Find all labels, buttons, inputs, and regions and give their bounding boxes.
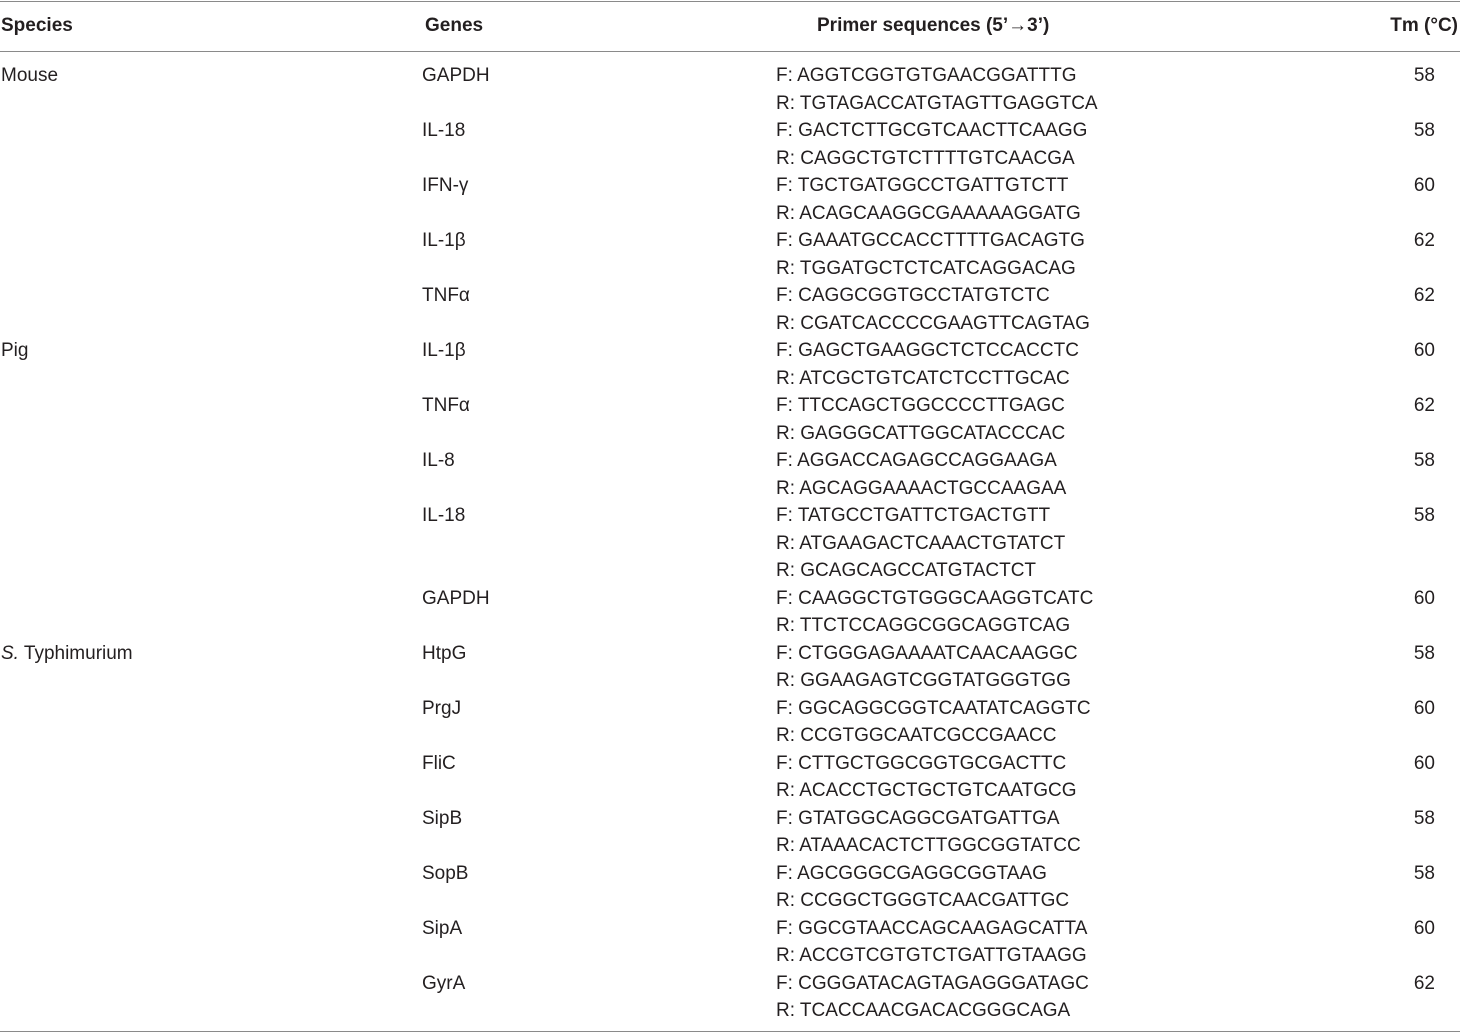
header-genes: Genes <box>425 15 484 36</box>
table-row <box>0 172 1460 227</box>
forward-primer: F: GGCGTAACCAGCAAGAGCATTA <box>776 917 1088 939</box>
primer-sequences-cell <box>776 392 1460 447</box>
primer-sequences-cell <box>776 227 1460 282</box>
gene-cell: GAPDH <box>422 587 490 609</box>
gene-cell: IL-18 <box>422 120 466 141</box>
forward-primer: F: GTATGGCAGGCGATGATTGA <box>776 807 1060 829</box>
tm-cell: 60 <box>1413 752 1435 774</box>
header-primer-sequences: Primer sequences (5’→3’) <box>817 15 1050 36</box>
table-row <box>0 585 1460 640</box>
tm-cell: 58 <box>1413 642 1435 664</box>
primer-sequences-cell <box>776 502 1460 585</box>
forward-primer: F: GAAATGCCACCTTTTGACAGTG <box>776 230 1085 251</box>
primer-sequences-cell <box>776 860 1460 915</box>
reverse-primer: R: CAGGCTGTCTTTTGTCAACGA <box>776 147 1075 169</box>
tm-cell: 62 <box>1413 395 1435 416</box>
primer-sequences-cell <box>776 970 1460 1025</box>
gene-cell: TNFα <box>422 395 470 416</box>
forward-primer: F: AGCGGGCGAGGCGGTAAG <box>776 862 1047 884</box>
reverse-primer: R: TTCTCCAGGCGGCAGGTCAG <box>776 615 1071 636</box>
reverse-primer: R: ACCGTCGTGTCTGATTGTAAGG <box>776 945 1087 966</box>
tm-cell: 58 <box>1413 505 1435 526</box>
gene-cell: IL-1β <box>422 340 466 361</box>
gene-cell: SopB <box>422 862 469 884</box>
forward-primer: F: AGGTCGGTGTGAACGGATTTG <box>776 65 1077 86</box>
forward-primer: F: CAGGCGGTGCCTATGTCTC <box>776 285 1050 306</box>
primer-sequences-cell <box>776 172 1460 227</box>
table-row <box>0 62 1460 117</box>
reverse-primer: R: AGCAGGAAAACTGCCAAGAA <box>776 477 1067 499</box>
primer-sequences-cell <box>776 447 1460 502</box>
primer-sequences-cell <box>776 695 1460 750</box>
forward-primer: F: CGGGATACAGTAGAGGGATAGC <box>776 972 1089 994</box>
forward-primer: F: GGCAGGCGGTCAATATCAGGTC <box>776 697 1091 719</box>
tm-cell: 60 <box>1413 697 1435 719</box>
gene-cell: FliC <box>422 752 456 774</box>
gene-cell: IL-1β <box>422 230 466 251</box>
primer-sequences-cell <box>776 62 1460 117</box>
forward-primer: F: TTCCAGCTGGCCCCTTGAGC <box>776 395 1065 416</box>
species-cell <box>1 62 58 90</box>
reverse-primer: R: CGATCACCCCGAAGTTCAGTAG <box>776 312 1090 334</box>
tm-cell: 58 <box>1413 120 1435 141</box>
reverse-primer: R: CCGTGGCAATCGCCGAACC <box>776 725 1057 746</box>
table-row <box>0 970 1460 1025</box>
forward-primer: F: CAAGGCTGTGGGCAAGGTCATC <box>776 587 1094 609</box>
forward-primer: F: TGCTGATGGCCTGATTGTCTT <box>776 175 1069 196</box>
species-name: Pig <box>1 340 29 361</box>
table-header-rule <box>0 51 1460 52</box>
forward-primer: F: GAGCTGAAGGCTCTCCACCTC <box>776 340 1079 361</box>
reverse-primer: R: ATAAACACTCTTGGCGGTATCC <box>776 835 1081 856</box>
tm-cell: 58 <box>1413 65 1435 86</box>
table-row <box>0 227 1460 282</box>
table-row <box>0 337 1460 392</box>
primer-sequences-cell <box>776 282 1460 337</box>
primer-sequences-cell <box>776 117 1460 172</box>
reverse-primer: R: TCACCAACGACACGGGCAGA <box>776 1000 1071 1021</box>
gene-cell: IFN-γ <box>422 175 469 196</box>
table-body <box>0 62 1460 1025</box>
primer-sequences-cell <box>776 750 1460 805</box>
table-row <box>0 640 1460 695</box>
tm-cell: 58 <box>1413 450 1435 471</box>
table-row <box>0 447 1460 502</box>
table-row <box>0 117 1460 172</box>
gene-cell: IL-8 <box>422 450 455 471</box>
gene-cell: GyrA <box>422 972 466 994</box>
reverse-primer: R: TGGATGCTCTCATCAGGACAG <box>776 257 1076 279</box>
table-top-rule <box>0 1 1460 2</box>
species-cell <box>1 640 133 668</box>
tm-cell: 60 <box>1413 917 1435 939</box>
table-row <box>0 282 1460 337</box>
tm-cell: 58 <box>1413 862 1435 884</box>
forward-primer: F: GACTCTTGCGTCAACTTCAAGG <box>776 120 1088 141</box>
forward-primer: F: CTGGGAGAAAATCAACAAGGC <box>776 642 1078 664</box>
table-row <box>0 502 1460 585</box>
tm-cell: 58 <box>1413 807 1435 829</box>
reverse-primer: R: ACACCTGCTGCTGTCAATGCG <box>776 780 1077 801</box>
gene-cell: SipA <box>422 917 463 939</box>
reverse-primer: R: TGTAGACCATGTAGTTGAGGTCA <box>776 92 1098 114</box>
tm-cell: 62 <box>1413 285 1435 306</box>
primer-sequences-cell <box>776 915 1460 970</box>
gene-cell: GAPDH <box>422 65 490 86</box>
species-name: Mouse <box>1 65 59 86</box>
reverse-primer: R: CCGGCTGGGTCAACGATTGC <box>776 890 1070 911</box>
species-name: Typhimurium <box>18 642 133 664</box>
tm-cell: 60 <box>1413 340 1435 361</box>
species-cell <box>1 337 28 365</box>
header-tm: Tm (°C) <box>1390 15 1458 36</box>
forward-primer: F: AGGACCAGAGCCAGGAAGA <box>776 450 1057 471</box>
tm-cell: 60 <box>1413 175 1435 196</box>
reverse-primer: R: ACAGCAAGGCGAAAAAGGATG <box>776 202 1081 224</box>
primer-sequences-cell <box>776 640 1460 695</box>
primer-sequences-cell <box>776 805 1460 860</box>
reverse-primer: R: ATCGCTGTCATCTCCTTGCAC <box>776 367 1070 389</box>
gene-cell: IL-18 <box>422 505 466 526</box>
gene-cell: HtpG <box>422 642 467 664</box>
table-bottom-rule <box>0 1031 1460 1032</box>
table-row <box>0 750 1460 805</box>
table-row <box>0 392 1460 447</box>
gene-cell: TNFα <box>422 285 470 306</box>
gene-cell: PrgJ <box>422 697 462 719</box>
header-species: Species <box>1 15 73 36</box>
table-row <box>0 805 1460 860</box>
table-header-row <box>0 12 1460 42</box>
tm-cell: 62 <box>1413 972 1435 994</box>
primer-sequences-cell <box>776 337 1460 392</box>
forward-primer: F: TATGCCTGATTCTGACTGTT <box>776 505 1051 526</box>
reverse-primer: R: GAGGGCATTGGCATACCCAC <box>776 422 1066 444</box>
gene-cell: SipB <box>422 807 463 829</box>
tm-cell: 60 <box>1413 587 1435 609</box>
reverse-primer: R: GCAGCAGCCATGTACTCT <box>776 560 1037 581</box>
forward-primer: F: CTTGCTGGCGGTGCGACTTC <box>776 752 1067 774</box>
table-row <box>0 915 1460 970</box>
reverse-primer: R: GGAAGAGTCGGTATGGGTGG <box>776 670 1071 691</box>
primer-sequences-cell <box>776 585 1460 640</box>
species-genus-abbrev: S. <box>1 642 19 664</box>
table-row <box>0 695 1460 750</box>
reverse-primer: R: ATGAAGACTCAAACTGTATCT <box>776 532 1066 554</box>
tm-cell: 62 <box>1413 230 1435 251</box>
table-row <box>0 860 1460 915</box>
